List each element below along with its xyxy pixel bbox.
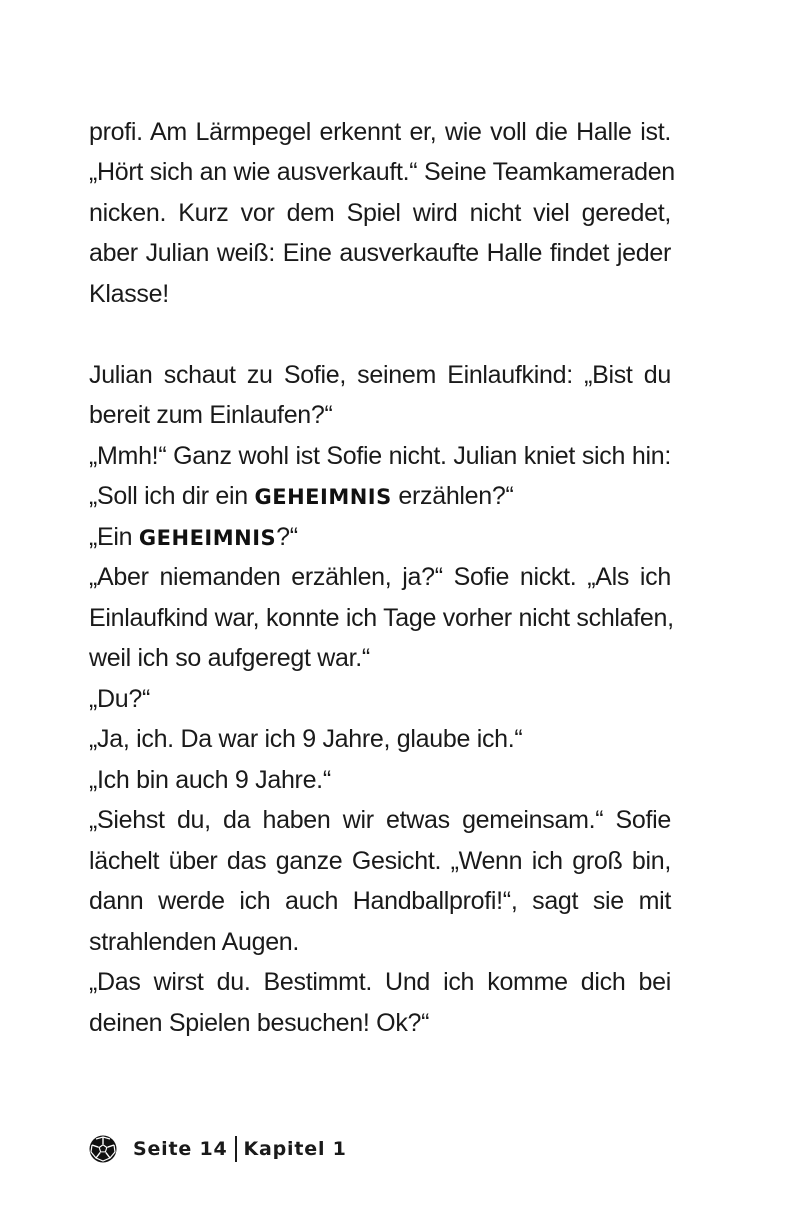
text-line: aber Julian weiß: Eine ausverkaufte Halle findet jeder	[89, 239, 671, 267]
page-footer	[89, 1133, 347, 1165]
text-line: lächelt über das ganze Gesicht. „Wenn ich groß bin,	[89, 847, 671, 875]
text-line: Klasse!	[89, 280, 169, 308]
chapter-label: Kapitel 1	[243, 1138, 347, 1160]
emphasis-word: GEHEIMNIS	[138, 526, 277, 550]
text-line: „Siehst du, da haben wir etwas gemeinsam.“ Sofie	[89, 806, 671, 834]
text-line: „Mmh!“ Ganz wohl ist Sofie nicht. Julian kniet sich hin:	[89, 442, 671, 470]
text-segment: „Soll ich dir ein	[89, 482, 255, 510]
text-line: bereit zum Einlaufen?“	[89, 401, 333, 429]
text-segment: erzählen?“	[391, 482, 514, 510]
emphasis-word: GEHEIMNIS	[254, 485, 392, 509]
text-line: „Ich bin auch 9 Jahre.“	[89, 766, 331, 794]
text-line: Einlaufkind war, konnte ich Tage vorher nicht schlafen,	[89, 604, 674, 632]
text-line: dann werde ich auch Handballprofi!“, sagt sie mit	[89, 887, 671, 915]
text-line: weil ich so aufgeregt war.“	[89, 644, 370, 672]
text-line: profi. Am Lärmpegel erkennt er, wie voll die Halle ist.	[89, 118, 671, 146]
footer-divider	[235, 1136, 237, 1162]
text-segment: ?“	[276, 523, 298, 551]
text-line	[89, 476, 671, 516]
text-line: „Hört sich an wie ausverkauft.“ Seine Teamkameraden	[89, 158, 675, 186]
handball-icon	[89, 1135, 117, 1163]
page-number: Seite 14	[133, 1138, 228, 1160]
text-line: „Ja, ich. Da war ich 9 Jahre, glaube ich.“	[89, 725, 523, 753]
text-line: strahlenden Augen.	[89, 928, 300, 956]
text-line	[89, 517, 671, 557]
text-line: „Das wirst du. Bestimmt. Und ich komme dich bei	[89, 968, 671, 996]
text-line: Julian schaut zu Sofie, seinem Einlaufkind: „Bist du	[89, 361, 671, 389]
text-line: „Aber niemanden erzählen, ja?“ Sofie nickt. „Als ich	[89, 563, 671, 591]
text-line: nicken. Kurz vor dem Spiel wird nicht viel geredet,	[89, 199, 671, 227]
text-line: „Du?“	[89, 685, 151, 713]
text-segment: „Ein	[89, 523, 139, 551]
text-line: deinen Spielen besuchen! Ok?“	[89, 1009, 430, 1037]
